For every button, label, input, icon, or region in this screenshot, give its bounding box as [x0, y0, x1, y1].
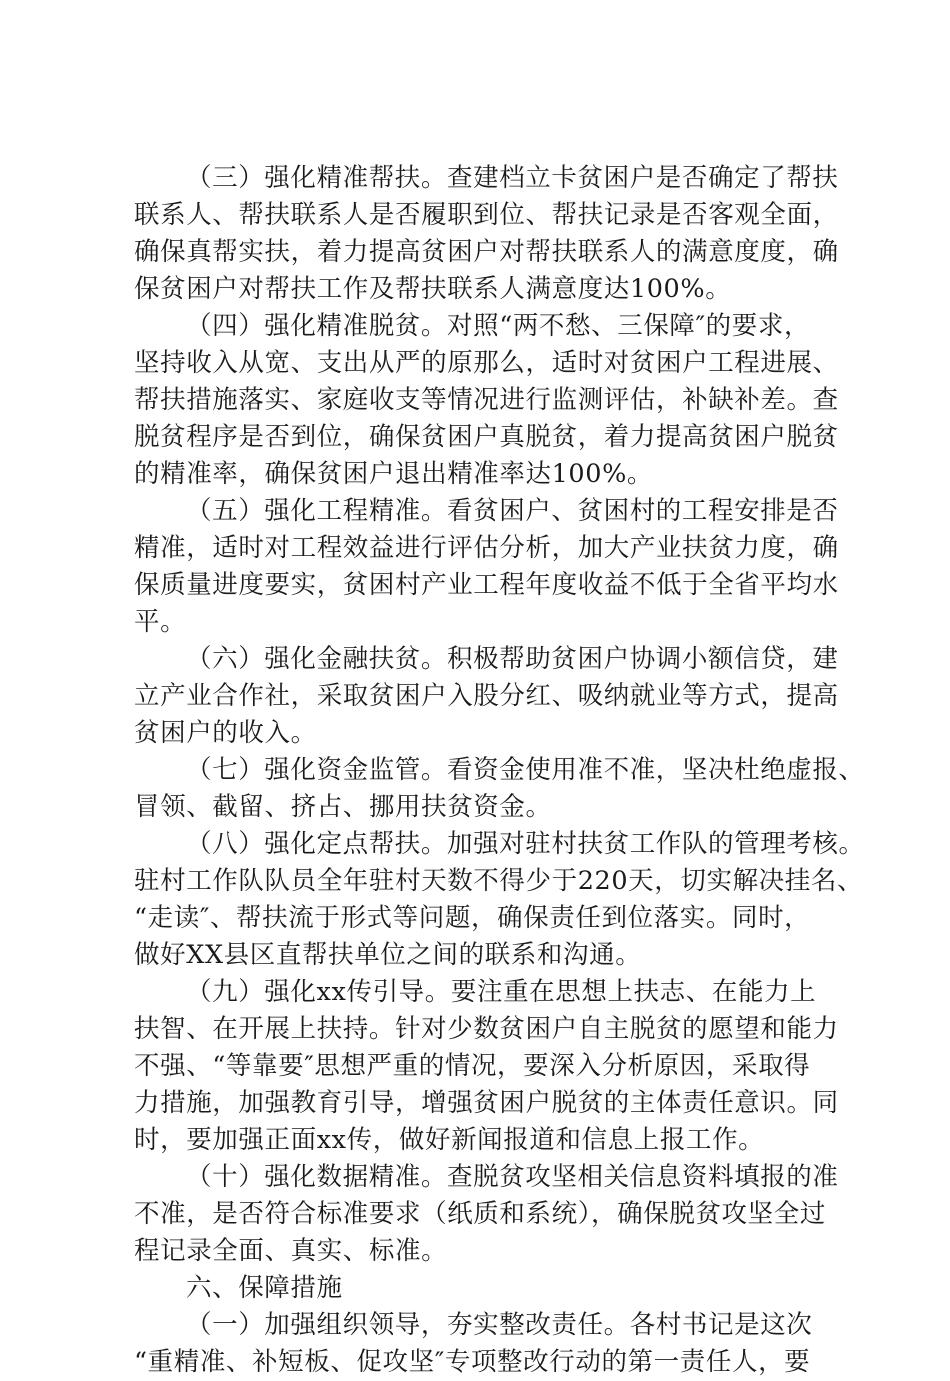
- text-line: 贫困户的收入。: [134, 718, 317, 748]
- text-line: 驻村工作队队员全年驻村天数不得少于220天，切实解决挂名、: [134, 866, 864, 896]
- paragraph-8-heading-line: （八）强化定点帮扶。加强对驻村扶贫工作队的管理考核。: [186, 829, 865, 859]
- text-line: 立产业合作社，采取贫困户入股分红、吸纳就业等方式，提高: [134, 681, 839, 711]
- text-line: “重精准、补短板、促攻坚″专项整改行动的第一责任人，要: [134, 1347, 811, 1377]
- text-line: 联系人、帮扶联系人是否履职到位、帮扶记录是否客观全面，: [134, 200, 839, 230]
- measure-1-heading-line: （一）加强组织领导，夯实整改责任。各村书记是这次: [186, 1310, 813, 1340]
- text-line: 坚持收入从宽、支出从严的原那么，适时对贫困户工程进展、: [134, 348, 839, 378]
- text-line: 程记录全面、真实、标准。: [134, 1236, 448, 1266]
- text-line: 的精准率，确保贫困户退出精准率达100%。: [134, 459, 654, 489]
- text-line: 时，要加强正面xx传，做好新闻报道和信息上报工作。: [134, 1125, 765, 1155]
- paragraph-9-heading-line: （九）强化xx传引导。要注重在思想上扶志、在能力上: [186, 977, 817, 1007]
- text-line: 确保真帮实扶，着力提高贫困户对帮扶联系人的满意度度，确: [134, 237, 839, 267]
- text-line: 脱贫程序是否到位，确保贫困户真脱贫，着力提高贫困户脱贫: [134, 422, 839, 452]
- text-line: 力措施，加强教育引导，增强贫困户脱贫的主体责任意识。同: [134, 1088, 839, 1118]
- text-line: 精准，适时对工程效益进行评估分析，加大产业扶贫力度，确: [134, 533, 839, 563]
- document-body: [134, 160, 865, 1381]
- paragraph-10-heading-line: （十）强化数据精准。查脱贫攻坚相关信息资料填报的准: [186, 1162, 839, 1192]
- paragraph-5-heading-line: （五）强化工程精准。看贫困户、贫困村的工程安排是否: [186, 496, 839, 526]
- text-line: 不准，是否符合标准要求（纸质和系统），确保脱贫攻坚全过: [134, 1199, 826, 1229]
- text-line: 帮扶措施落实、家庭收支等情况进行监测评估，补缺补差。查: [134, 385, 839, 415]
- paragraph-3-heading-line: （三）强化精准帮扶。查建档立卡贫困户是否确定了帮扶: [186, 163, 839, 193]
- paragraph-6-heading-line: （六）强化金融扶贫。积极帮助贫困户协调小额信贷，建: [186, 644, 839, 674]
- text-line: 扶智、在开展上扶持。针对少数贫困户自主脱贫的愿望和能力: [134, 1014, 839, 1044]
- section-6-heading: 六、保障措施: [186, 1273, 343, 1303]
- text-line: 做好XX县区直帮扶单位之间的联系和沟通。: [134, 940, 642, 970]
- paragraph-7-heading-line: （七）强化资金监管。看资金使用准不准，坚决杜绝虚报、: [186, 755, 865, 785]
- text-line: 不强、“等靠要″思想严重的情况，要深入分析原因，采取得: [134, 1051, 811, 1081]
- text-line: “走读″、帮扶流于形式等问题，确保责任到位落实。同时，: [134, 903, 811, 933]
- text-line: 平。: [134, 607, 187, 637]
- text-line: 保质量进度要实，贫困村产业工程年度收益不低于全省平均水: [134, 570, 839, 600]
- text-line: 冒领、截留、挤占、挪用扶贫资金。: [134, 792, 552, 822]
- paragraph-4-heading-line: （四）强化精准脱贫。对照“两不愁、三保障″的要求，: [186, 311, 811, 341]
- text-line: 保贫困户对帮扶工作及帮扶联系人满意度达100%。: [134, 274, 732, 304]
